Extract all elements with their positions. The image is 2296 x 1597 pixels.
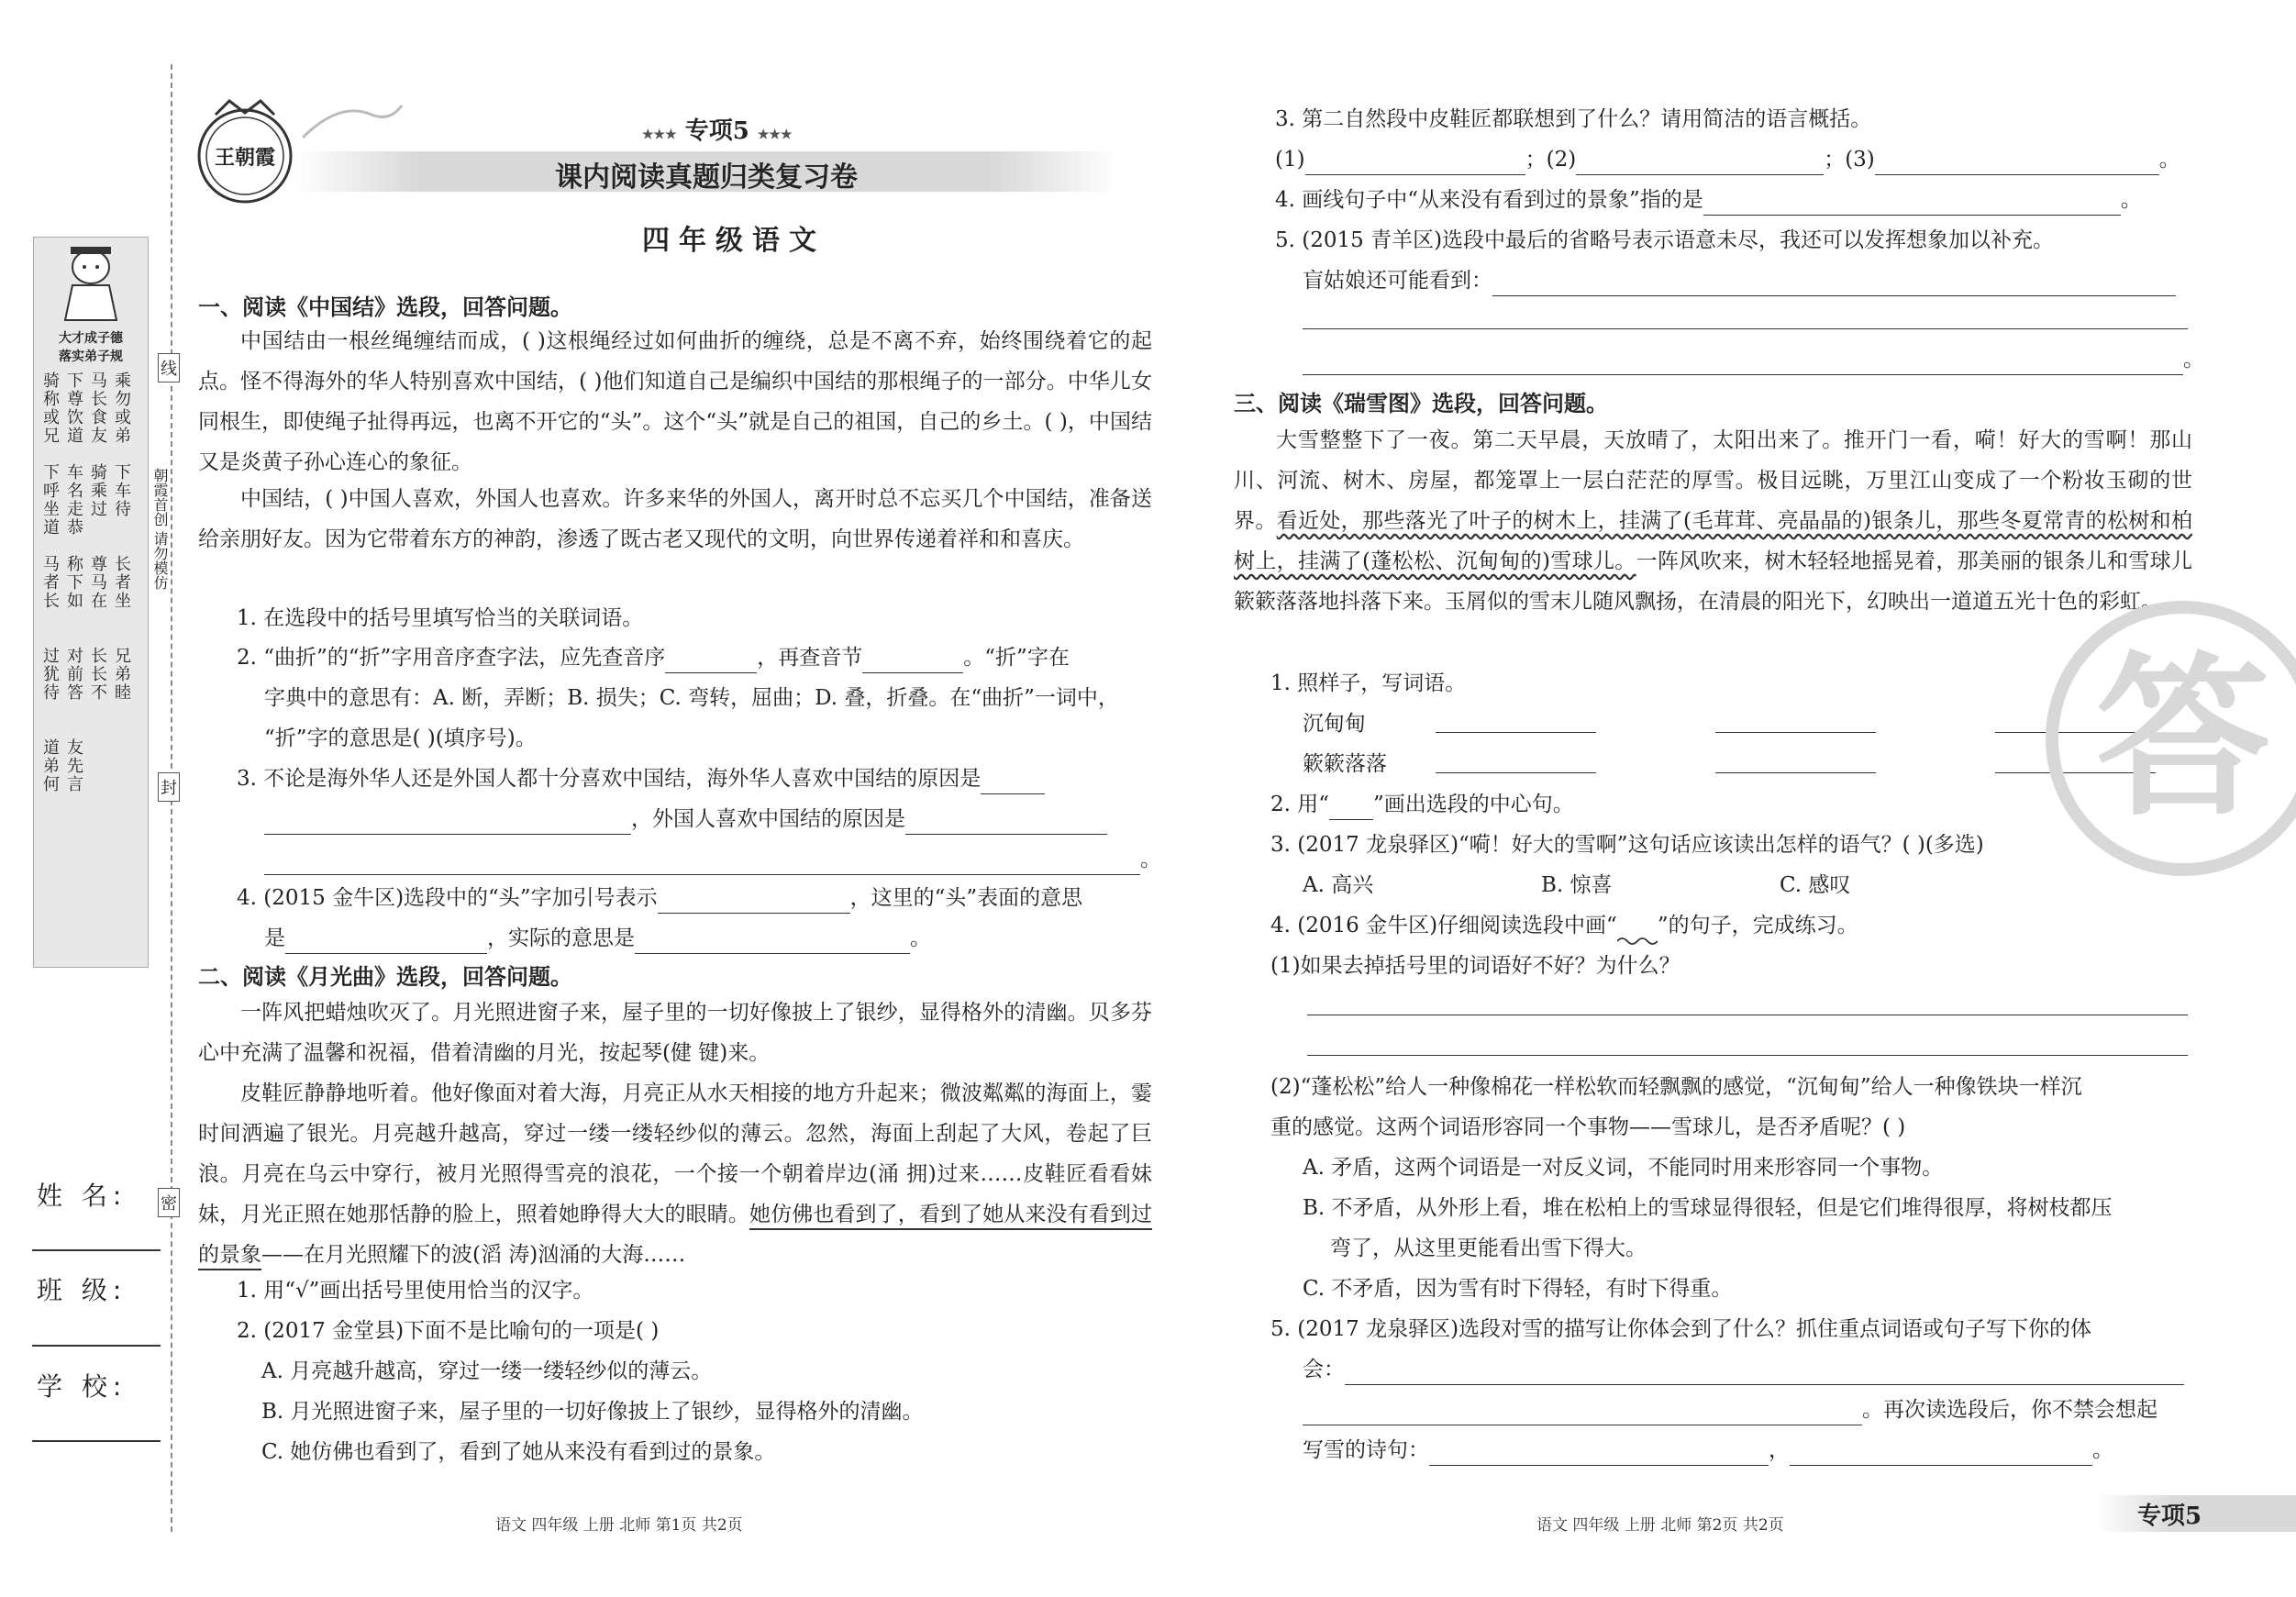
seal-mark-1: 线: [158, 353, 180, 383]
s2-q5-prompt: 盲姑娘还可能看到：: [1303, 269, 1492, 293]
s3-q4-optC[interactable]: C. 不矛盾，因为雪有时下得轻，有时下得重。: [1303, 1277, 1733, 1301]
section1-para2: 中国结，( )中国人喜欢，外国人也喜欢。许多来华的外国人，离开时总不忘买几个中国结，准备送给亲朋好友。因为它带着东方的神韵，渗透了既古老又现代的文明，向世界传递着祥和和喜庆。: [198, 487, 1152, 551]
s3-q2-text-a: 2. 用“: [1270, 793, 1330, 816]
s1-q3-line3: [264, 844, 1161, 875]
s2-q3-blank1[interactable]: [1305, 154, 1525, 175]
s3-q4-optA[interactable]: A. 矛盾，这两个词语是一对反义词，不能同时用来形容同一个事物。: [1303, 1156, 1944, 1180]
series-label: 专项5: [684, 117, 749, 145]
s1-q4-blank1[interactable]: [658, 893, 850, 914]
s2-q5-blank2[interactable]: [1303, 328, 2188, 329]
section3-para: [1234, 420, 2192, 622]
s3-q4-text-b: ”的句子，完成练习。: [1657, 914, 1858, 937]
s1-q4: [237, 882, 1082, 914]
section1-para1: 中国结由一根丝绳缠结而成，( )这根绳经过如何曲折的缠绕，总是不离不弃，始终围绕着它的起点。怪不得海外的华人特别喜欢中国结，( )他们知道自己是编织中国结的那根绳子的一部分。中华儿女同根生，即使绳子扯得再远，也离不开它的“头”。这个“头”就是自己的祖国，自己的乡土。( )，中国结又是炎黄子孙心连心的象征。: [198, 329, 1152, 474]
s2-q3-part3: ；(3): [1824, 148, 1875, 172]
seal-mark-3: 密: [158, 1188, 180, 1217]
s1-q4-text-d: ，实际的意思是: [487, 926, 635, 950]
s1-q4-text-b: ，这里的“头”表面的意思: [849, 886, 1083, 910]
vertical-note: 朝霞首创 请勿模仿: [151, 468, 169, 591]
s3-q3-optC[interactable]: C. 感叹: [1780, 873, 1851, 897]
s3-ex2-blank2[interactable]: [1715, 772, 1876, 773]
s1-q2-blank2[interactable]: [862, 652, 963, 673]
s3-q5-blank4[interactable]: [1790, 1445, 2092, 1466]
poem-col-6: 车名走恭: [67, 463, 83, 538]
s3-q4-optB[interactable]: B. 不矛盾，从外形上看，堆在松柏上的雪球显得很轻，但是它们堆得很厚，将树枝都压: [1303, 1196, 2113, 1220]
s1-q3-blank3[interactable]: [905, 814, 1107, 835]
logo-text: 王朝霞: [214, 146, 276, 170]
sidebar-col-k: 道弟何: [43, 738, 60, 794]
s3-q4: [1270, 910, 1858, 941]
s3-q5-blank3[interactable]: [1429, 1445, 1769, 1466]
s2-q3-part1: (1): [1275, 148, 1305, 172]
sidebar-motto-2: 落实弟子规: [59, 349, 123, 364]
s3-q1: 1. 照样子，写词语。: [1270, 671, 1467, 695]
page-title: 课内阅读真题归类复习卷: [555, 161, 858, 194]
s1-q3-text-b: ，外国人喜欢中国结的原因是: [631, 807, 905, 831]
s1-q2-line3: “折”字的意思是( )(填序号)。: [264, 726, 537, 750]
s2-q2-optA[interactable]: A. 月亮越升越高，穿过一缕一缕轻纱似的薄云。: [261, 1359, 713, 1383]
poem-col-2: 下尊饮道: [67, 372, 83, 446]
logo-emblem-icon: [188, 96, 307, 206]
sidebar-poem: [34, 372, 148, 923]
sidebar-col-d: 称下如: [67, 555, 83, 611]
s2-q5-prompt-line: [1303, 265, 2176, 296]
s3-q5-line2: [1303, 1354, 2184, 1385]
section2-para2-start: 皮鞋匠静静地听着。他好像面对着大海，月亮正从水天相接的地方升起来；微波粼粼的海面上，霎时间洒遍了银光。月亮越升越高，穿过一缕一缕轻纱似的薄云。忽然，海面上刮起了大风，卷起了巨浪。月亮在乌云中穿行，被月光照得雪亮的浪花，一个接一个朝着岸边(涌 拥)过来……皮鞋匠看看妹妹，月光正照在她那恬静的脸上，照着她睁得大大的眼睛。: [198, 1081, 1152, 1226]
s1-q4-text-c: 是: [264, 926, 285, 950]
footer-tag: 专项5: [2137, 1503, 2202, 1530]
s3-q5-text-b: 会：: [1303, 1358, 1345, 1381]
s2-q3-blank2[interactable]: [1576, 154, 1824, 175]
s3-q4-1: (1)如果去掉括号里的词语好不好？为什么？: [1270, 954, 1680, 978]
s2-q3-blank3[interactable]: [1875, 154, 2159, 175]
s2-q5-end: 。: [2183, 348, 2204, 372]
s3-q4-1-blank2[interactable]: [1307, 1055, 2188, 1056]
s1-q3-line2: [264, 804, 1107, 835]
sidebar-col-j: 兄弟睦: [115, 647, 131, 703]
seal-mark-2: 封: [158, 772, 180, 802]
sidebar-col-e: 尊马在: [91, 555, 107, 611]
sidebar-col-b: 下车待: [115, 463, 131, 519]
s3-q4-2-line1: (2)“蓬松松”给人一种像棉花一样松软而轻飘飘的感觉，“沉甸甸”给人一种像铁块一样沉: [1270, 1075, 2082, 1099]
class-label: 班 级:: [37, 1275, 128, 1305]
s3-example2: 簌簌落落: [1303, 752, 1387, 776]
s1-q3-blank1[interactable]: [981, 773, 1045, 794]
s3-q4-2-line2: 重的感觉。这两个词语形容同一个事物——雪球儿，是否矛盾呢？( ): [1270, 1115, 1906, 1139]
poem-col-4: 乘勿或弟: [115, 372, 131, 446]
section2-para1: 一阵风把蜡烛吹灭了。月光照进窗子来，屋子里的一切好像披上了银纱，显得格外的清幽。贝多芬心中充满了温馨和祝福，借着清幽的月光，按起琴(健 键)来。: [198, 1001, 1152, 1065]
school-label: 学 校:: [37, 1371, 128, 1402]
answer-watermark: 答: [2046, 601, 2296, 876]
section3-heading: 三、阅读《瑞雪图》选段，回答问题。: [1234, 391, 1608, 416]
section2-heading: 二、阅读《月光曲》选段，回答问题。: [198, 964, 572, 990]
s1-q3-blank4[interactable]: [264, 854, 1140, 875]
wavy-line-sample-icon: [1617, 923, 1658, 941]
section3-para-wavy: 看近处，那些落光了叶子的树木上，挂满了(毛茸茸、亮晶晶的)银条儿，那些冬夏常青的松树和柏树上，挂满了(蓬松松、沉甸甸的)雪球儿。: [1234, 509, 2192, 573]
s3-q2-underline-sample: [1329, 799, 1373, 820]
s3-q4-text-a: 4. (2016 金牛区)仔细阅读选段中画“: [1270, 914, 1617, 937]
s3-q5-line3: [1303, 1394, 2157, 1425]
series-line: [642, 112, 793, 146]
poem-col-5: 下呼坐道: [43, 463, 60, 538]
s3-q5-text-c: 。再次读选段后，你不禁会想起: [1862, 1398, 2157, 1422]
s3-q2: [1270, 789, 1574, 820]
section1-heading: 一、阅读《中国结》选段，回答问题。: [198, 294, 572, 320]
s1-q3-blank2[interactable]: [264, 814, 631, 835]
sidebar-col-l: 友先言: [67, 738, 83, 794]
s1-q4-text-a: 4. (2015 金牛区)选段中的“头”字加引号表示: [237, 886, 658, 910]
s1-q2-text-b: ，再查音节: [757, 646, 863, 670]
s3-ex2-blank1[interactable]: [1436, 772, 1596, 773]
s1-q2-blank1[interactable]: [665, 652, 757, 673]
s1-q3-end: 。: [1140, 848, 1161, 871]
s3-q3-optA[interactable]: A. 高兴: [1303, 873, 1374, 897]
s3-q5-text-d: 写雪的诗句：: [1303, 1438, 1429, 1462]
sidebar-col-g: 过犹待: [43, 647, 60, 703]
s1-q2-line2: 字典中的意思有：A. 断，弄断；B. 损失；C. 弯转，屈曲；D. 叠，折叠。在“曲折”一词中，: [264, 686, 1119, 710]
s1-q3-text-a: 3. 不论是海外华人还是外国人都十分喜欢中国结，海外华人喜欢中国结的原因是: [237, 767, 982, 791]
poem-col-3: 马长食友: [91, 372, 107, 446]
s2-q3-answers: [1275, 144, 2180, 175]
stars-right: ★★★: [757, 128, 793, 142]
s1-q4-end: 。: [910, 926, 931, 950]
s3-ex1-blank1[interactable]: [1436, 732, 1596, 733]
s2-q4-end: 。: [2120, 188, 2142, 212]
poem-col-1: 骑称或兄: [43, 372, 60, 446]
s3-q3: 3. (2017 龙泉驿区)“嗬！好大的雪啊”这句话应该读出怎样的语气？( )(多选): [1270, 833, 1984, 857]
stars-left: ★★★: [642, 128, 677, 142]
s1-q2: [237, 642, 1070, 673]
s2-q2-optB[interactable]: B. 月光照进窗子来，屋子里的一切好像披上了银纱，显得格外的清幽。: [261, 1400, 924, 1424]
scholar-figure-icon: [34, 238, 148, 325]
school-field[interactable]: [32, 1440, 161, 1442]
sidebar-panel: [33, 237, 149, 968]
page-subtitle: 四年级语文: [642, 225, 826, 257]
sidebar-col-a: 骑乘过: [91, 463, 107, 519]
section3-para-end: 一阵风吹来，树木轻轻地摇晃着，那美丽的银条儿和雪球儿簌簌落落地抖落下来。玉屑似的雪末儿随风飘扬，在清晨的阳光下，幻映出一道道五光十色的彩虹。: [1234, 549, 2193, 614]
s2-q4-text: 4. 画线句子中“从来没有看到过的景象”指的是: [1275, 188, 1703, 212]
s3-example1: 沉甸甸: [1303, 712, 1366, 736]
section2-para2-end: ——在月光照耀下的波(滔 涛)汹涌的大海……: [261, 1243, 686, 1267]
ribbon-decoration-icon: [303, 96, 404, 151]
s2-q3-end: 。: [2158, 148, 2180, 172]
s3-q5: 5. (2017 龙泉驿区)选段对雪的描写让你体会到了什么？抓住重点词语或句子写下你的体: [1270, 1317, 2092, 1341]
s2-q1: 1. 用“√”画出括号里使用恰当的汉字。: [237, 1279, 594, 1303]
s3-q5-blank1[interactable]: [1345, 1364, 2184, 1385]
s2-q3: 3. 第二自然段中皮鞋匠都联想到了什么？请用简洁的语言概括。: [1275, 107, 1872, 131]
sidebar-motto-1: 大才成子德: [59, 331, 123, 346]
s1-q4-blank3[interactable]: [635, 933, 910, 954]
class-field[interactable]: [32, 1345, 161, 1347]
s2-q4-blank[interactable]: [1703, 194, 2121, 216]
s2-q5: 5. (2015 青羊区)选段中最后的省略号表示语意未尽，我还可以发挥想象加以补充。: [1275, 228, 2055, 252]
s2-q3-part2: ；(2): [1525, 148, 1577, 172]
s2-q2-optC[interactable]: C. 她仿佛也看到了，看到了她从来没有看到过的景象。: [261, 1440, 776, 1464]
s2-q4: [1275, 184, 2142, 216]
sidebar-col-h: 对前答: [67, 647, 83, 703]
sidebar-col-i: 长长不: [91, 647, 107, 703]
s2-q2: 2. (2017 金堂县)下面不是比喻句的一项是( ): [237, 1319, 660, 1343]
sidebar-col-c: 马者长: [43, 555, 60, 611]
section2-para2: [198, 1073, 1152, 1275]
s3-q3-optB[interactable]: B. 惊喜: [1541, 873, 1613, 897]
s1-q2-text-a: 2. “曲折”的“折”字用音序查字法，应先查音序: [237, 646, 666, 670]
s3-q2-text-b: ”画出选段的中心句。: [1373, 793, 1574, 816]
section3-para-start: 大雪整整下了一夜。第二天早晨，天放晴了，太阳出来了。推开门一看，嗬！好大的雪啊！那山川、河流、树木、房屋，都笼罩上一层白茫茫的厚雪。极目远眺，万里江山变成了一个粉妆玉砌的世界。: [1234, 428, 2192, 533]
footer-right: 语文 四年级 上册 北师 第2页 共2页: [1536, 1516, 1784, 1535]
s2-q5-line3: [1303, 344, 2204, 375]
s1-q2-text-c: 。“折”字在: [963, 646, 1070, 670]
s3-q5-blank2[interactable]: [1303, 1404, 1862, 1425]
s1-q4-blank2[interactable]: [285, 933, 487, 954]
footer-left: 语文 四年级 上册 北师 第1页 共2页: [495, 1516, 743, 1535]
name-label: 姓 名:: [37, 1181, 128, 1211]
s2-q5-blank3[interactable]: [1303, 354, 2183, 375]
s3-q5-end: 。: [2092, 1438, 2113, 1462]
s1-q3: [237, 763, 1045, 794]
s2-q5-blank1[interactable]: [1492, 275, 2176, 296]
s3-q4-optB-cont: 弯了，从这里更能看出雪下得大。: [1330, 1237, 1647, 1260]
sidebar-col-f: 长者坐: [115, 555, 131, 611]
s1-q1: 1. 在选段中的括号里填写恰当的关联词语。: [237, 606, 644, 630]
s1-q4-line2: [264, 923, 931, 954]
s3-ex1-blank2[interactable]: [1715, 732, 1876, 733]
section2-para2-underlined: 她仿佛也看到了，看到了她从来没有看到过的景象: [198, 1203, 1152, 1270]
s3-q5-text-e: ，: [1769, 1438, 1790, 1462]
s3-q5-line4: [1303, 1435, 2113, 1466]
name-field[interactable]: [32, 1249, 161, 1251]
